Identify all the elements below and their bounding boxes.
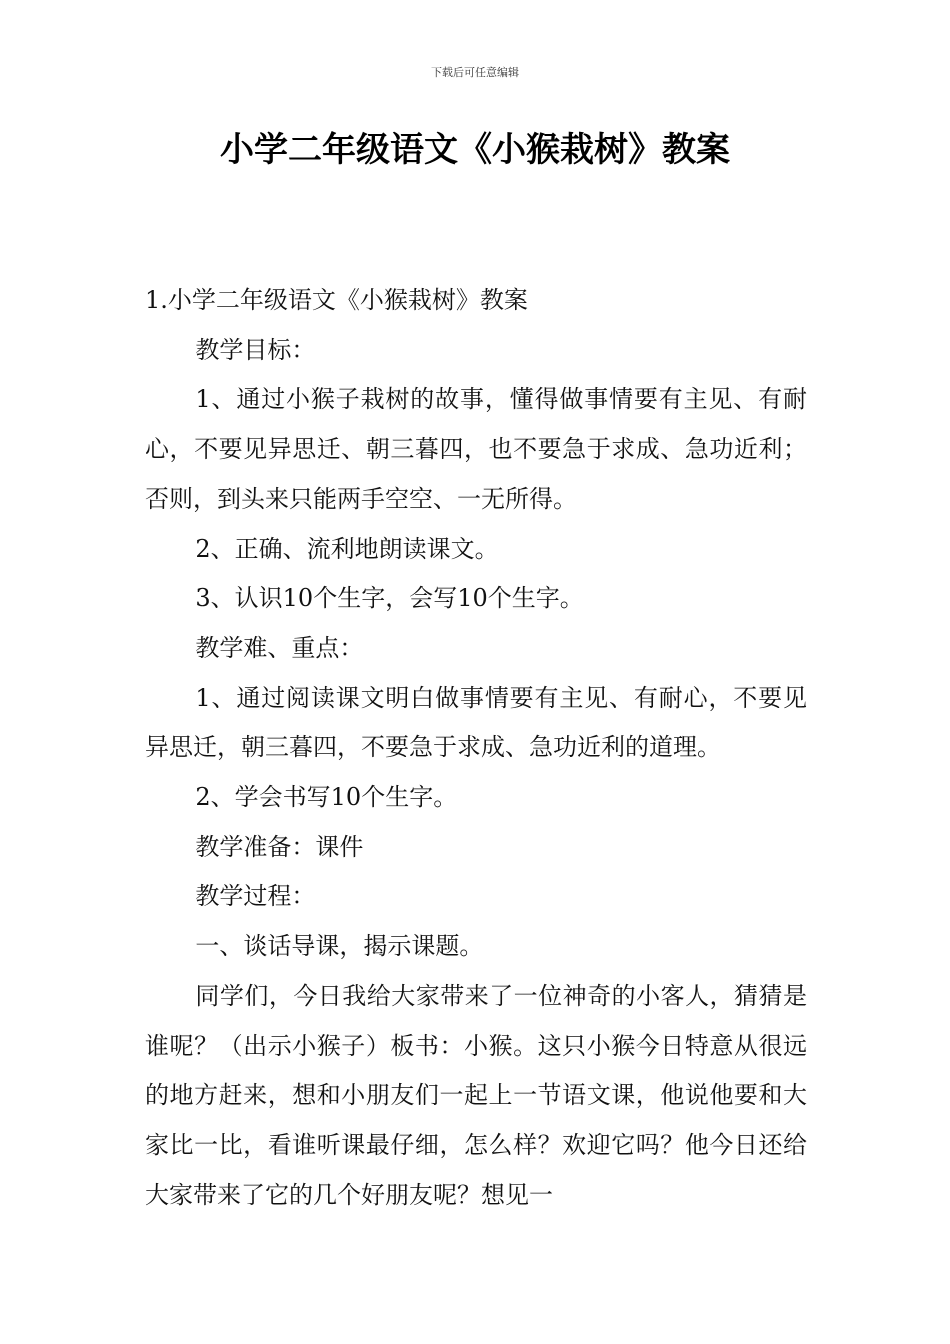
paragraph-step-1-body: 同学们，今日我给大家带来了一位神奇的小客人，猜猜是谁呢？（出示小猴子）板书：小猴。这只小猴今日特意从很远的地方赶来，想和小朋友们一起上一节语文课，他说他要和大家比一比，看谁听课最仔细，怎么样？欢迎它吗？他今日还给大家带来了它的几个好朋友呢？想见一	[145, 981, 807, 1209]
paragraph-step-1-heading: 一、谈话导课，揭示课题。	[195, 932, 484, 961]
document-title: 小学二年级语文《小猴栽树》教案	[220, 130, 730, 170]
paragraph-key-point-2: 2、学会书写10个生字。	[195, 783, 458, 812]
paragraph-goal-2: 2、正确、流利地朗读课文。	[195, 534, 499, 563]
paragraph-goal-1: 1、通过小猴子栽树的故事，懂得做事情要有主见、有耐心，不要见异思迁、朝三暮四，也不要急于求成、急功近利；否则，到头来只能两手空空、一无所得。	[145, 385, 807, 513]
page-header-note: 下载后可任意编辑	[431, 66, 519, 79]
paragraph-key-points-label: 教学难、重点：	[195, 633, 364, 662]
document-body	[145, 276, 807, 1220]
paragraph-goal-3: 3、认识10个生字，会写10个生字。	[195, 584, 584, 613]
paragraph-process-label: 教学过程：	[195, 882, 316, 911]
section-heading: 1.小学二年级语文《小猴栽树》教案	[145, 286, 528, 314]
paragraph-key-point-1: 1、通过阅读课文明白做事情要有主见、有耐心，不要见异思迁，朝三暮四，不要急于求成、急功近利的道理。	[145, 683, 807, 762]
paragraph-teaching-goals-label: 教学目标：	[195, 335, 316, 364]
paragraph-preparation: 教学准备：课件	[195, 832, 364, 861]
